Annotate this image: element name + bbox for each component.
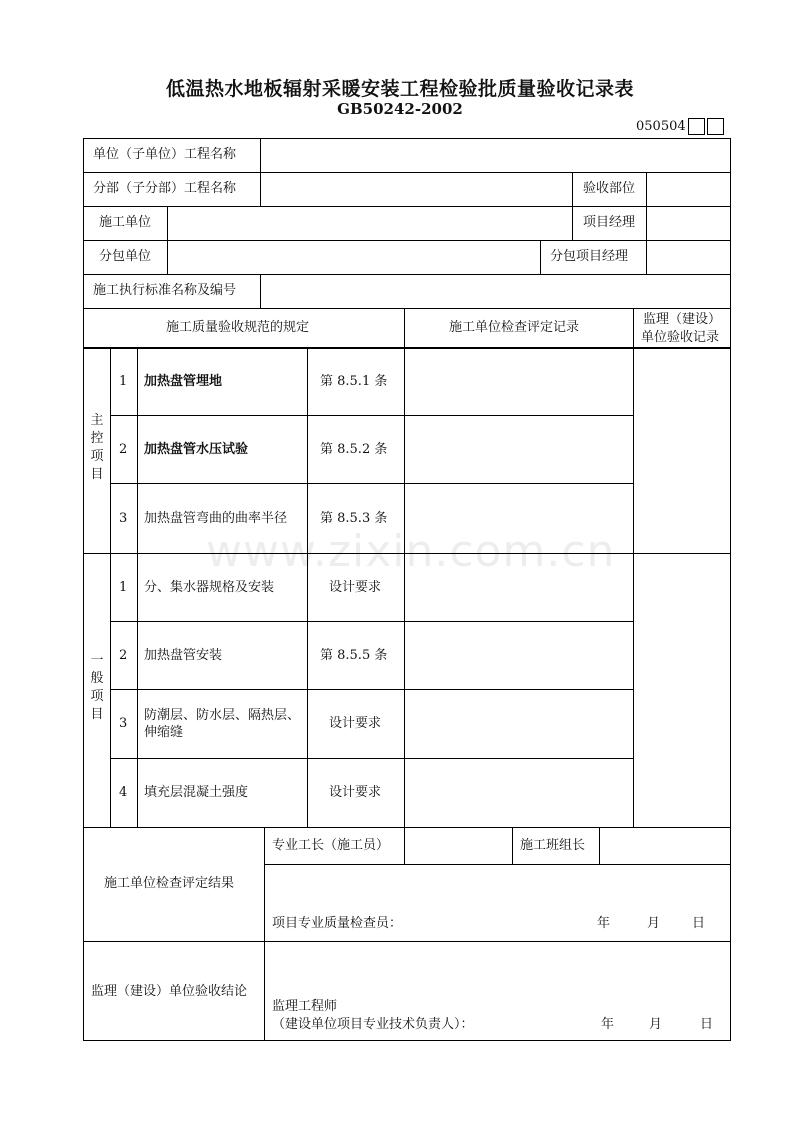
main-items-label: 主 控 项 目 [90,413,104,482]
general-item-ref: 设计要求 [329,580,382,595]
date-day: 日 [700,1017,714,1032]
engineer-label-l1: 监理工程师 [272,999,338,1014]
general-item-no: 3 [119,716,128,731]
row-line [110,483,633,484]
form-code-text: 050504 [636,119,686,134]
code-box-2[interactable] [707,118,724,135]
main-item-no: 3 [119,511,128,526]
col-line [137,347,138,827]
general-item-text-l1: 防潮层、防水层、隔热层、 [144,708,301,723]
date-month: 月 [647,916,661,931]
inspector-label: 项目专业质量检查员： [272,916,403,931]
check-column-header: 施工单位检查评定记录 [449,320,580,335]
col-line [307,347,308,827]
row-line [83,172,731,173]
general-item-text-l2: 伸缩缝 [144,725,184,740]
acceptance-part-label: 验收部位 [583,181,636,196]
general-item-no: 2 [119,648,128,663]
code-box-1[interactable] [688,118,705,135]
general-item-ref: 第 8.5.5 条 [320,648,388,663]
supervision-column-header-l2: 单位验收记录 [641,330,720,345]
general-item-text: 分、集水器规格及安装 [144,580,275,595]
row-line [83,827,731,828]
row-line [83,941,731,942]
form-code [636,118,724,135]
col-line [599,827,600,864]
general-item-ref: 设计要求 [329,716,382,731]
standard-number: GB50242-2002 [337,100,463,118]
foreman-label: 专业工长（施工员） [272,838,390,853]
supervision-conclusion-label: 监理（建设）单位验收结论 [91,984,248,999]
sub-project-label: 分部（子分部）工程名称 [93,181,237,196]
general-item-ref: 设计要求 [329,785,382,800]
team-leader-label: 施工班组长 [520,838,586,853]
check-result-label: 施工单位检查评定结果 [104,876,235,891]
col-line [264,827,265,1041]
row-line [110,415,633,416]
col-line [633,308,634,827]
form-title: 低温热水地板辐射采暖安装工程检验批质量验收记录表 [165,78,634,100]
col-line [572,172,573,240]
col-line [167,206,168,274]
general-item-text: 加热盘管安装 [144,648,223,663]
project-manager-label: 项目经理 [583,215,636,230]
row-line [83,274,731,275]
col-line [512,827,513,864]
spec-column-header: 施工质量验收规范的规定 [166,320,310,335]
supervision-column-header-l1: 监理（建设） [643,312,722,327]
main-item-ref: 第 8.5.1 条 [320,374,388,389]
col-line [260,274,261,308]
row-line [83,206,731,207]
col-line [646,172,647,240]
general-item-no: 1 [119,580,128,595]
main-item-text: 加热盘管水压试验 [144,442,249,457]
main-item-text: 加热盘管弯曲的曲率半径 [144,511,288,526]
unit-project-label: 单位（子单位）工程名称 [93,147,237,162]
general-item-text: 填充层混凝土强度 [144,785,249,800]
row-line [110,621,633,622]
general-item-no: 4 [119,785,128,800]
col-line [260,172,261,206]
subcontractor-label: 分包单位 [99,249,152,264]
col-line [646,240,647,274]
main-item-ref: 第 8.5.2 条 [320,442,388,457]
date-day: 日 [692,916,706,931]
date-month: 月 [649,1017,663,1032]
row-line [110,689,633,690]
row-line [110,758,633,759]
general-items-label: 一 般 项 目 [90,653,104,722]
row-line [264,864,731,865]
construction-unit-label: 施工单位 [99,215,152,230]
engineer-label-l2: （建设单位项目专业技术负责人）： [272,1017,474,1032]
row-line [83,240,731,241]
main-item-text: 加热盘管埋地 [144,374,223,389]
standard-name-label: 施工执行标准名称及编号 [93,283,237,298]
date-year: 年 [597,916,611,931]
col-line [110,347,111,827]
date-year: 年 [601,1017,615,1032]
watermark-text: www.zixin.com.cn [206,526,616,577]
main-item-no: 1 [119,374,128,389]
main-item-ref: 第 8.5.3 条 [320,511,388,526]
col-line [260,138,261,172]
sub-project-manager-label: 分包项目经理 [550,249,629,264]
main-item-no: 2 [119,442,128,457]
col-line [540,240,541,274]
col-line [404,827,405,864]
